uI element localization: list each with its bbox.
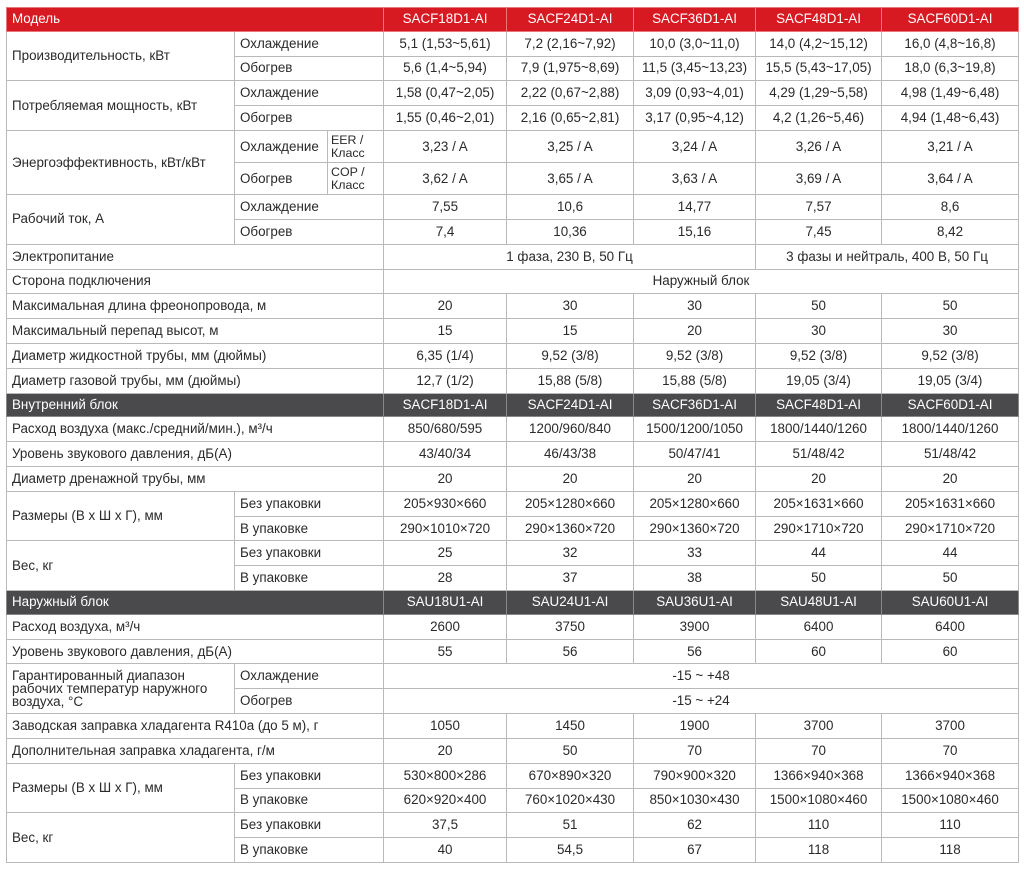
value-cell: 850×1030×430 (634, 788, 756, 813)
value-cell: 4,2 (1,26~5,46) (756, 106, 882, 131)
efficiency-cooling-row (7, 131, 1019, 163)
value-cell: 1200/960/840 (507, 417, 634, 442)
value-cell: 3700 (756, 714, 882, 739)
value-cell: 37,5 (384, 813, 507, 838)
value-cell: 1 фаза, 230 В, 50 Гц (384, 244, 756, 269)
value-cell: 290×1360×720 (507, 516, 634, 541)
value-cell: 46/43/38 (507, 442, 634, 467)
liquid-pipe-label: Диаметр жидкостной трубы, мм (дюймы) (7, 343, 384, 368)
value-cell: 14,0 (4,2~15,12) (756, 31, 882, 56)
indoor-weight-label: Вес, кг (7, 541, 235, 591)
value-cell: 44 (756, 541, 882, 566)
outdoor-noise-row (7, 639, 1019, 664)
indoor-noise-label: Уровень звукового давления, дБ(А) (7, 442, 384, 467)
value-cell: 8,6 (882, 195, 1019, 220)
value-cell: 30 (507, 294, 634, 319)
value-cell: 56 (634, 639, 756, 664)
refrigerant-charge-label: Заводская заправка хладагента R410a (до 5 м), г (7, 714, 384, 739)
value-cell: 20 (384, 467, 507, 492)
outdoor-weight-label: Вес, кг (7, 813, 235, 863)
value-cell: 110 (756, 813, 882, 838)
value-cell: 2,16 (0,65~2,81) (507, 106, 634, 131)
model-header: SACF36D1-AI (634, 8, 756, 32)
value-cell: 290×1710×720 (882, 516, 1019, 541)
value-cell: 15,16 (634, 219, 756, 244)
value-cell: 1450 (507, 714, 634, 739)
value-cell: 3,09 (0,93~4,01) (634, 81, 756, 106)
value-cell: 70 (882, 738, 1019, 763)
value-cell: 2,22 (0,67~2,88) (507, 81, 634, 106)
value-cell: 19,05 (3/4) (756, 368, 882, 393)
value-cell: 51 (507, 813, 634, 838)
model-header: SACF60D1-AI (882, 8, 1019, 32)
model-header: SACF48D1-AI (756, 8, 882, 32)
value-cell: -15 ~ +48 (384, 664, 1019, 689)
value-cell: 20 (384, 738, 507, 763)
indoor-noise-row (7, 442, 1019, 467)
mode-label: Охлаждение (235, 131, 328, 163)
packing-label: В упаковке (235, 516, 384, 541)
value-cell: 1,55 (0,46~2,01) (384, 106, 507, 131)
value-cell: 205×1280×660 (507, 491, 634, 516)
value-cell: 3,62 / A (384, 163, 507, 195)
gas-pipe-label: Диаметр газовой трубы, мм (дюймы) (7, 368, 384, 393)
value-cell: 15 (507, 319, 634, 344)
value-cell: 1366×940×368 (756, 763, 882, 788)
packing-label: Без упаковки (235, 491, 384, 516)
value-cell: 7,4 (384, 219, 507, 244)
value-cell: 60 (756, 639, 882, 664)
outdoor-noise-label: Уровень звукового давления, дБ(А) (7, 639, 384, 664)
value-cell: 20 (756, 467, 882, 492)
value-cell: 50 (507, 738, 634, 763)
model-header: SAU60U1-AI (882, 591, 1019, 615)
value-cell: 7,57 (756, 195, 882, 220)
max-height-diff-label: Максимальный перепад высот, м (7, 319, 384, 344)
model-header: SACF24D1-AI (507, 8, 634, 32)
value-cell: -15 ~ +24 (384, 689, 1019, 714)
value-cell: 20 (634, 467, 756, 492)
value-cell: 620×920×400 (384, 788, 507, 813)
value-cell: 290×1010×720 (384, 516, 507, 541)
packing-label: Без упаковки (235, 541, 384, 566)
value-cell: 3,64 / A (882, 163, 1019, 195)
value-cell: 3,63 / A (634, 163, 756, 195)
value-cell: 4,98 (1,49~6,48) (882, 81, 1019, 106)
value-cell: 205×930×660 (384, 491, 507, 516)
value-cell: 205×1280×660 (634, 491, 756, 516)
indoor-drain-label: Диаметр дренажной трубы, мм (7, 467, 384, 492)
packing-label: Без упаковки (235, 763, 384, 788)
additional-charge-row (7, 738, 1019, 763)
model-header: SACF48D1-AI (756, 393, 882, 417)
value-cell: Наружный блок (384, 269, 1019, 294)
model-header: SACF60D1-AI (882, 393, 1019, 417)
section-title-outdoor: Наружный блок (7, 591, 384, 615)
eer-class-label (328, 131, 384, 163)
outdoor-dimensions-label: Размеры (В х Ш х Г), мм (7, 763, 235, 813)
value-cell: 18,0 (6,3~19,8) (882, 56, 1019, 81)
value-cell: 14,77 (634, 195, 756, 220)
outdoor-weight-unpacked-row (7, 813, 1019, 838)
value-cell: 9,52 (3/8) (756, 343, 882, 368)
value-cell: 290×1710×720 (756, 516, 882, 541)
value-cell: 3,65 / A (507, 163, 634, 195)
value-cell: 6,35 (1/4) (384, 343, 507, 368)
value-cell: 67 (634, 838, 756, 863)
value-cell: 30 (882, 319, 1019, 344)
power-supply-label: Электропитание (7, 244, 384, 269)
value-cell: 850/680/595 (384, 417, 507, 442)
value-cell: 1500×1080×460 (756, 788, 882, 813)
spec-table (6, 7, 1019, 863)
value-cell: 1366×940×368 (882, 763, 1019, 788)
value-cell: 3700 (882, 714, 1019, 739)
value-cell: 30 (634, 294, 756, 319)
outdoor-header-row (7, 591, 1019, 615)
value-cell: 4,29 (1,29~5,58) (756, 81, 882, 106)
value-cell: 51/48/42 (756, 442, 882, 467)
value-cell: 19,05 (3/4) (882, 368, 1019, 393)
value-cell: 7,45 (756, 219, 882, 244)
mode-label: Обогрев (235, 163, 328, 195)
mode-label: Обогрев (235, 689, 384, 714)
model-header: SACF18D1-AI (384, 393, 507, 417)
metric-name: EER / (331, 132, 364, 147)
value-cell: 3,21 / A (882, 131, 1019, 163)
value-cell: 3,69 / A (756, 163, 882, 195)
capacity-label: Производительность, кВт (7, 31, 235, 81)
value-cell: 9,52 (3/8) (882, 343, 1019, 368)
value-cell: 15 (384, 319, 507, 344)
model-header: SAU18U1-AI (384, 591, 507, 615)
metric-class: Класс (331, 145, 365, 160)
power-input-label: Потребляемая мощность, кВт (7, 81, 235, 131)
value-cell: 1500/1200/1050 (634, 417, 756, 442)
value-cell: 50 (756, 294, 882, 319)
header-label: Модель (7, 8, 384, 32)
mode-label: Охлаждение (235, 195, 384, 220)
current-label: Рабочий ток, А (7, 195, 235, 245)
value-cell: 1,58 (0,47~2,05) (384, 81, 507, 106)
value-cell: 7,55 (384, 195, 507, 220)
value-cell: 25 (384, 541, 507, 566)
value-cell: 33 (634, 541, 756, 566)
value-cell: 3750 (507, 614, 634, 639)
value-cell: 3 фазы и нейтраль, 400 В, 50 Гц (756, 244, 1019, 269)
gas-pipe-row (7, 368, 1019, 393)
metric-class: Класс (331, 177, 365, 192)
value-cell: 205×1631×660 (756, 491, 882, 516)
liquid-pipe-row (7, 343, 1019, 368)
max-pipe-length-label: Максимальная длина фреонопровода, м (7, 294, 384, 319)
value-cell: 12,7 (1/2) (384, 368, 507, 393)
max-pipe-length-row (7, 294, 1019, 319)
value-cell: 16,0 (4,8~16,8) (882, 31, 1019, 56)
additional-charge-label: Дополнительная заправка хладагента, г/м (7, 738, 384, 763)
value-cell: 54,5 (507, 838, 634, 863)
value-cell: 50 (882, 566, 1019, 591)
value-cell: 55 (384, 639, 507, 664)
value-cell: 670×890×320 (507, 763, 634, 788)
value-cell: 7,9 (1,975~8,69) (507, 56, 634, 81)
value-cell: 10,0 (3,0~11,0) (634, 31, 756, 56)
indoor-dim-unpacked-row (7, 491, 1019, 516)
model-header: SAU36U1-AI (634, 591, 756, 615)
value-cell: 10,6 (507, 195, 634, 220)
value-cell: 110 (882, 813, 1019, 838)
value-cell: 15,88 (5/8) (634, 368, 756, 393)
value-cell: 530×800×286 (384, 763, 507, 788)
value-cell: 20 (882, 467, 1019, 492)
value-cell: 118 (882, 838, 1019, 863)
outdoor-dim-unpacked-row (7, 763, 1019, 788)
value-cell: 5,1 (1,53~5,61) (384, 31, 507, 56)
value-cell: 10,36 (507, 219, 634, 244)
indoor-airflow-label: Расход воздуха (макс./средний/мин.), м³/ч (7, 417, 384, 442)
value-cell: 760×1020×430 (507, 788, 634, 813)
mode-label: Охлаждение (235, 664, 384, 689)
value-cell: 1800/1440/1260 (756, 417, 882, 442)
value-cell: 40 (384, 838, 507, 863)
temp-range-label: Гарантированный диапазон рабочих температур наружного воздуха, °С (7, 664, 235, 714)
value-cell: 56 (507, 639, 634, 664)
model-header: SACF24D1-AI (507, 393, 634, 417)
packing-label: В упаковке (235, 788, 384, 813)
value-cell: 50 (882, 294, 1019, 319)
value-cell: 15,5 (5,43~17,05) (756, 56, 882, 81)
value-cell: 70 (756, 738, 882, 763)
refrigerant-charge-row (7, 714, 1019, 739)
value-cell: 20 (507, 467, 634, 492)
packing-label: В упаковке (235, 838, 384, 863)
value-cell: 1900 (634, 714, 756, 739)
model-header: SAU24U1-AI (507, 591, 634, 615)
value-cell: 51/48/42 (882, 442, 1019, 467)
value-cell: 62 (634, 813, 756, 838)
value-cell: 3900 (634, 614, 756, 639)
value-cell: 3,23 / A (384, 131, 507, 163)
temp-range-cooling-row (7, 664, 1019, 689)
value-cell: 3,26 / A (756, 131, 882, 163)
value-cell: 3,25 / A (507, 131, 634, 163)
header-row (7, 8, 1019, 32)
value-cell: 9,52 (3/8) (634, 343, 756, 368)
value-cell: 4,94 (1,48~6,43) (882, 106, 1019, 131)
value-cell: 70 (634, 738, 756, 763)
value-cell: 6400 (756, 614, 882, 639)
mode-label: Охлаждение (235, 81, 384, 106)
model-header: SACF36D1-AI (634, 393, 756, 417)
connection-side-label: Сторона подключения (7, 269, 384, 294)
mode-label: Охлаждение (235, 31, 384, 56)
efficiency-label: Энергоэффективность, кВт/кВт (7, 131, 235, 195)
value-cell: 3,17 (0,95~4,12) (634, 106, 756, 131)
value-cell: 9,52 (3/8) (507, 343, 634, 368)
value-cell: 118 (756, 838, 882, 863)
current-cooling-row (7, 195, 1019, 220)
value-cell: 32 (507, 541, 634, 566)
value-cell: 1800/1440/1260 (882, 417, 1019, 442)
indoor-dimensions-label: Размеры (В х Ш х Г), мм (7, 491, 235, 541)
value-cell: 20 (384, 294, 507, 319)
value-cell: 5,6 (1,4~5,94) (384, 56, 507, 81)
outdoor-airflow-label: Расход воздуха, м³/ч (7, 614, 384, 639)
indoor-header-row (7, 393, 1019, 417)
model-header: SAU48U1-AI (756, 591, 882, 615)
value-cell: 1050 (384, 714, 507, 739)
cop-class-label (328, 163, 384, 195)
value-cell: 20 (634, 319, 756, 344)
value-cell: 790×900×320 (634, 763, 756, 788)
mode-label: Обогрев (235, 56, 384, 81)
value-cell: 50/47/41 (634, 442, 756, 467)
value-cell: 60 (882, 639, 1019, 664)
mode-label: Обогрев (235, 219, 384, 244)
value-cell: 15,88 (5/8) (507, 368, 634, 393)
metric-name: COP / (331, 164, 365, 179)
value-cell: 50 (756, 566, 882, 591)
value-cell: 205×1631×660 (882, 491, 1019, 516)
value-cell: 37 (507, 566, 634, 591)
value-cell: 7,2 (2,16~7,92) (507, 31, 634, 56)
value-cell: 44 (882, 541, 1019, 566)
connection-side-row (7, 269, 1019, 294)
value-cell: 6400 (882, 614, 1019, 639)
power-cooling-row (7, 81, 1019, 106)
packing-label: Без упаковки (235, 813, 384, 838)
model-header: SACF18D1-AI (384, 8, 507, 32)
capacity-cooling-row (7, 31, 1019, 56)
value-cell: 30 (756, 319, 882, 344)
value-cell: 11,5 (3,45~13,23) (634, 56, 756, 81)
indoor-airflow-row (7, 417, 1019, 442)
value-cell: 28 (384, 566, 507, 591)
indoor-weight-unpacked-row (7, 541, 1019, 566)
packing-label: В упаковке (235, 566, 384, 591)
value-cell: 290×1360×720 (634, 516, 756, 541)
indoor-drain-row (7, 467, 1019, 492)
value-cell: 3,24 / A (634, 131, 756, 163)
max-height-diff-row (7, 319, 1019, 344)
value-cell: 2600 (384, 614, 507, 639)
power-supply-row (7, 244, 1019, 269)
outdoor-airflow-row (7, 614, 1019, 639)
mode-label: Обогрев (235, 106, 384, 131)
section-title-indoor: Внутренний блок (7, 393, 384, 417)
value-cell: 38 (634, 566, 756, 591)
value-cell: 8,42 (882, 219, 1019, 244)
value-cell: 1500×1080×460 (882, 788, 1019, 813)
value-cell: 43/40/34 (384, 442, 507, 467)
